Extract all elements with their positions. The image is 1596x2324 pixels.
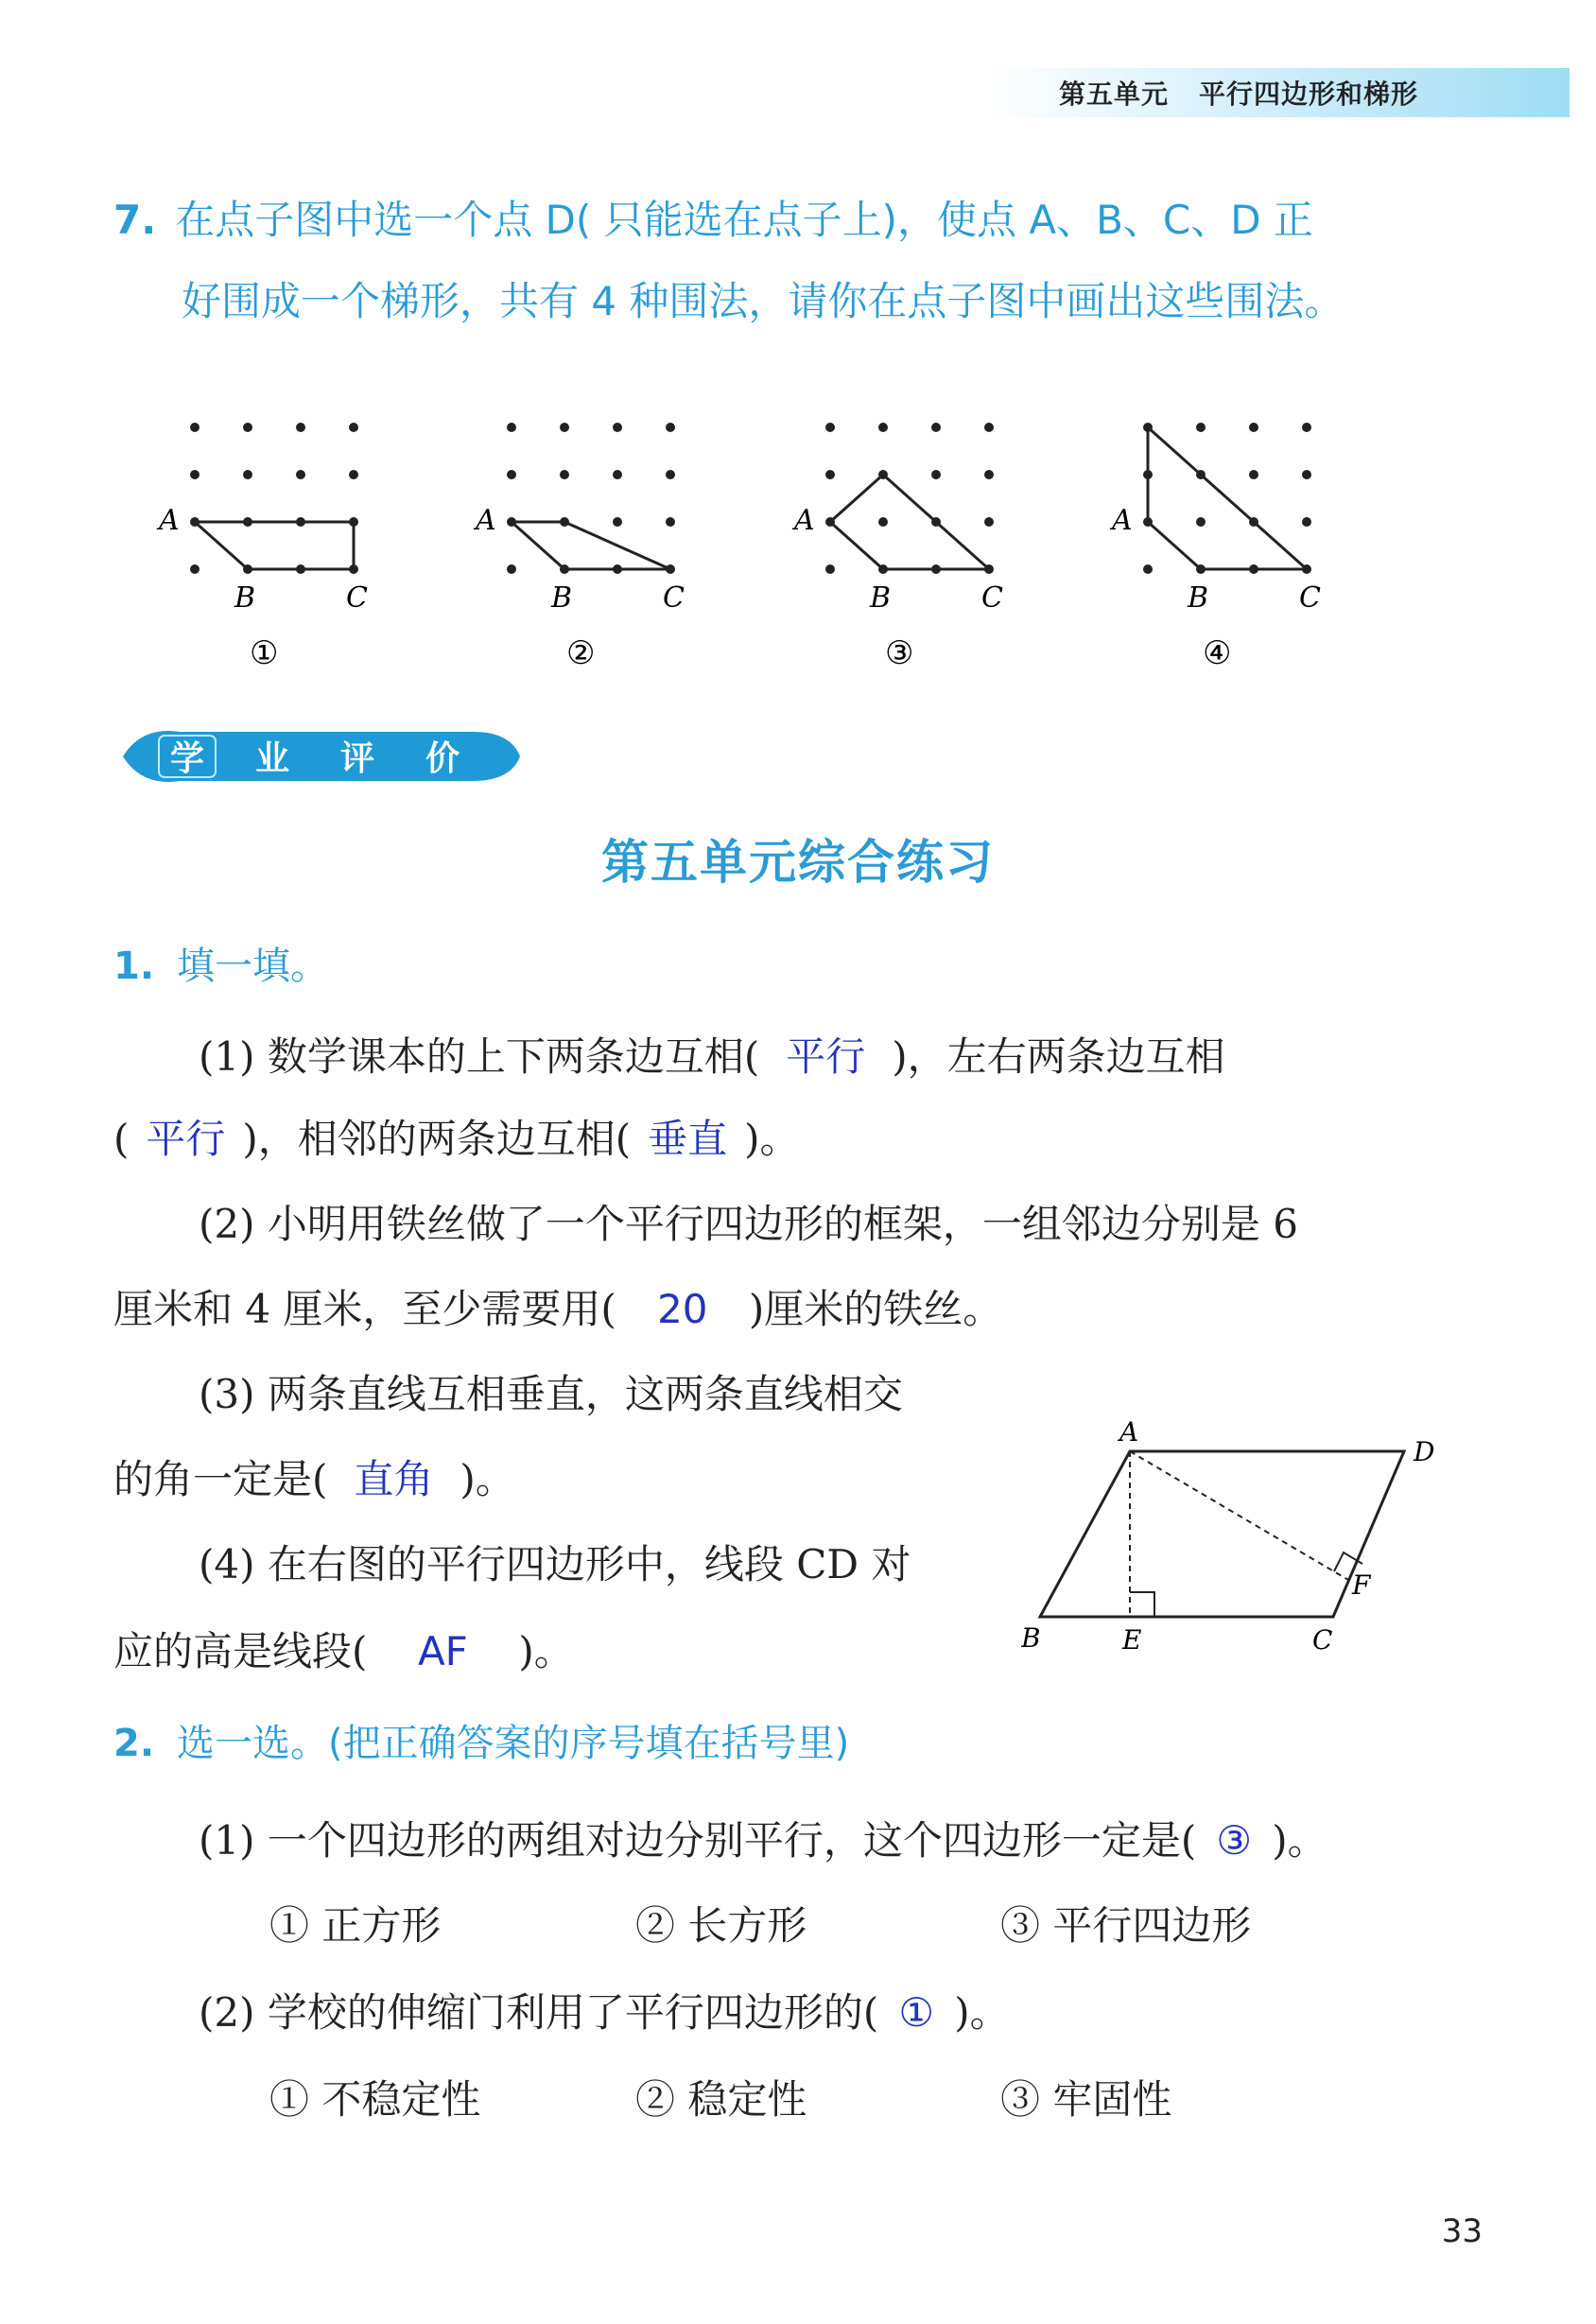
q2-p1-option-2: ② 长方形 bbox=[635, 1902, 807, 1949]
q1-p4-line2 bbox=[113, 1621, 574, 1677]
question-7 bbox=[113, 180, 1456, 342]
fig4-label-c: C bbox=[1299, 581, 1321, 615]
q1-p2-answer[interactable]: 20 bbox=[657, 1286, 708, 1332]
q7-number: 7. bbox=[113, 197, 157, 243]
q1-p2-line1: (2) 小明用铁丝做了一个平行四边形的框架，一组邻边分别是 6 bbox=[199, 1201, 1298, 1247]
badge-char-4: 价 bbox=[425, 739, 460, 778]
q2-p2-option-3: ③ 牢固性 bbox=[1000, 2076, 1172, 2123]
figure-label-e: E bbox=[1122, 1624, 1142, 1656]
fig2-label-b: B bbox=[551, 581, 573, 615]
q2-number: 2. bbox=[113, 1722, 155, 1765]
badge-char-1: 学 bbox=[169, 739, 205, 778]
q1-p1-answer-2[interactable]: 平行 bbox=[146, 1116, 226, 1162]
q1-p4-answer[interactable]: AF bbox=[417, 1628, 468, 1674]
fig1-label-b: B bbox=[234, 581, 256, 615]
q1-p3-line1: (3) 两条直线互相垂直，这两条直线相交 bbox=[199, 1371, 903, 1417]
q1-p3-text-b: )。 bbox=[460, 1456, 515, 1502]
q1-p4-line1: (4) 在右图的平行四边形中，线段 CD 对 bbox=[199, 1541, 911, 1587]
q1-title: 填一填。 bbox=[177, 945, 329, 988]
q2-p2-line bbox=[199, 1982, 1010, 2038]
q1-p2-text-b: )厘米的铁丝。 bbox=[748, 1286, 1003, 1332]
q1-p1-answer-3[interactable]: 垂直 bbox=[648, 1116, 728, 1162]
fig1-label-c: C bbox=[346, 581, 368, 615]
q1-heading bbox=[113, 936, 328, 990]
page-header bbox=[1059, 74, 1449, 112]
q2-p2-text-a: (2) 学校的伸缩门利用了平行四边形的( bbox=[199, 1989, 879, 2036]
q1-p1-line2 bbox=[113, 1108, 800, 1165]
fig2-label-a: A bbox=[476, 504, 496, 537]
q2-p1-option-3: ③ 平行四边形 bbox=[1000, 1902, 1252, 1949]
parallelogram-figure bbox=[1021, 1409, 1475, 1664]
q2-p1-line bbox=[199, 1810, 1327, 1866]
q7-line2: 好围成一个梯形，共有 4 种围法，请你在点子图中画出这些围法。 bbox=[182, 278, 1344, 324]
fig3-label-a: A bbox=[794, 504, 815, 537]
q1-p3-answer[interactable]: 直角 bbox=[354, 1456, 434, 1502]
q2-p1-text-b: )。 bbox=[1272, 1817, 1327, 1864]
page-number: 33 bbox=[1441, 2212, 1483, 2250]
figure-label-f: F bbox=[1352, 1570, 1371, 1601]
badge-char-2: 业 bbox=[254, 739, 290, 778]
q1-p4-text-a: 应的高是线段( bbox=[113, 1628, 368, 1674]
q2-p2-text-b: )。 bbox=[954, 1989, 1010, 2036]
q1-p1-text-d: )，相邻的两条边互相( bbox=[242, 1116, 632, 1162]
q2-p2-option-2: ② 稳定性 bbox=[635, 2076, 807, 2123]
fig2-label-c: C bbox=[663, 581, 685, 615]
q2-p1-text-a: (1) 一个四边形的两组对边分别平行，这个四边形一定是( bbox=[199, 1817, 1197, 1864]
q1-p4-text-b: )。 bbox=[518, 1628, 574, 1674]
figure-label-c: C bbox=[1312, 1624, 1333, 1656]
q2-p2-answer[interactable]: ① bbox=[898, 1989, 935, 2036]
section-title: 第五单元综合练习 bbox=[601, 835, 995, 890]
section-badge bbox=[113, 719, 529, 794]
q1-p1-answer-1[interactable]: 平行 bbox=[786, 1033, 866, 1080]
q2-title: 选一选。(把正确答案的序号填在括号里) bbox=[177, 1722, 850, 1765]
fig3-label-b: B bbox=[870, 581, 892, 615]
fig3-label-c: C bbox=[981, 581, 1003, 615]
q2-p1-option-1: ① 正方形 bbox=[269, 1902, 442, 1949]
figure-label-a: A bbox=[1119, 1416, 1139, 1448]
fig4-label-a: A bbox=[1112, 504, 1133, 537]
q1-p1-text-b: )，左右两条边互相 bbox=[892, 1033, 1225, 1080]
dot-figure-4 bbox=[1104, 407, 1350, 681]
q1-p1-text-c: ( bbox=[113, 1116, 130, 1162]
fig4-label-b: B bbox=[1188, 581, 1209, 615]
header-unit: 第五单元 bbox=[1059, 78, 1170, 110]
badge-char-3: 评 bbox=[339, 739, 375, 778]
dot-figure-2 bbox=[468, 407, 714, 681]
q2-heading bbox=[113, 1713, 849, 1767]
q7-line1: 在点子图中选一个点 D( 只能选在点子上)，使点 A、B、C、D 正 bbox=[175, 197, 1313, 243]
q1-p1-line1 bbox=[199, 1026, 1225, 1083]
fig3-number: ③ bbox=[885, 634, 914, 672]
fig2-number: ② bbox=[566, 634, 596, 672]
q1-p1-text-e: )。 bbox=[744, 1116, 800, 1162]
q1-p1-text-a: (1) 数学课本的上下两条边互相( bbox=[199, 1033, 760, 1080]
fig1-label-a: A bbox=[159, 504, 180, 537]
fig1-number: ① bbox=[250, 634, 279, 672]
q1-p2-line2 bbox=[113, 1278, 1002, 1335]
dot-figure-3 bbox=[787, 407, 1032, 681]
figure-label-d: D bbox=[1414, 1436, 1435, 1467]
header-topic: 平行四边形和梯形 bbox=[1199, 78, 1419, 110]
dot-figure-1 bbox=[151, 407, 397, 681]
q1-number: 1. bbox=[113, 945, 155, 988]
q2-p2-option-1: ① 不稳定性 bbox=[269, 2076, 481, 2123]
q1-p2-text-a: 厘米和 4 厘米，至少需要用( bbox=[113, 1286, 616, 1332]
q1-p3-text-a: 的角一定是( bbox=[113, 1456, 328, 1502]
q1-p3-line2 bbox=[113, 1448, 515, 1505]
fig4-number: ④ bbox=[1203, 634, 1232, 672]
q2-p1-answer[interactable]: ③ bbox=[1216, 1817, 1253, 1864]
figure-label-b: B bbox=[1021, 1622, 1041, 1654]
